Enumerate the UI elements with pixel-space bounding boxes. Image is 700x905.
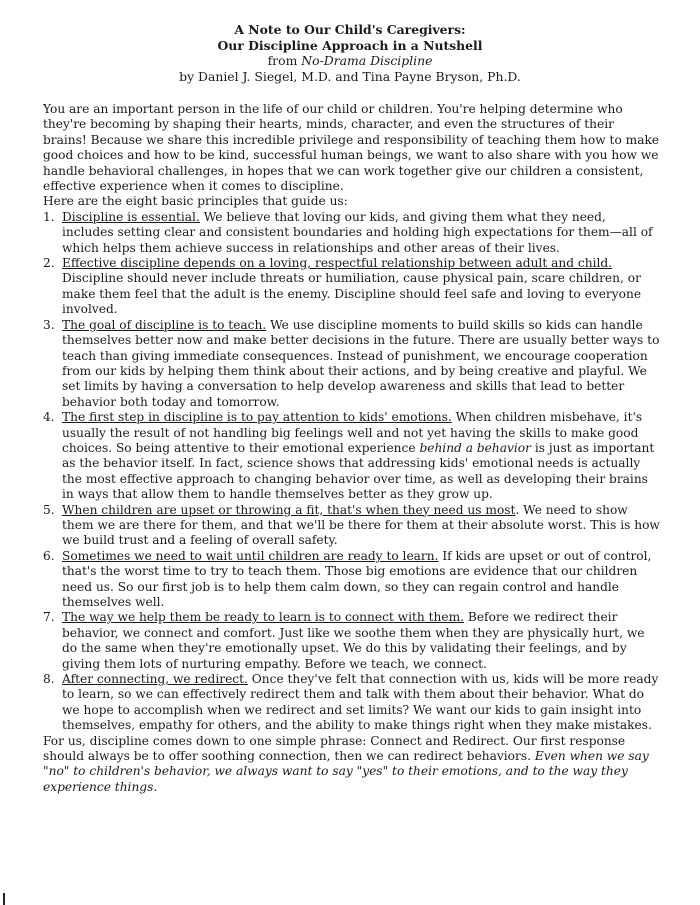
principle-text: Before we redirect their behavior, we connect and comfort. Just like we soothe them when they are physically hurt, we do the same when they're emotionally upset. We do this by validating their feelings, and by giving them lots of nurturing empathy. Before we teach, we connect. (62, 610, 645, 671)
principle-number: 7. (43, 610, 55, 625)
principles-list (43, 210, 661, 734)
source-prefix: from (267, 53, 302, 69)
document-header (0, 22, 700, 84)
principle-3 (43, 318, 661, 410)
principle-8 (43, 672, 661, 734)
principle-text: . We need to show them we are there for them, and that we'll be there for them at their absolute worst. This is how we build trust and a feeling of overall safety. (62, 502, 660, 548)
principle-text: When children misbehave, it's usually the result of not handling big feelings well and not yet having the skills to make good choices. So being attentive to their emotional experience (62, 410, 643, 455)
principle-heading: Discipline is essential. (62, 209, 200, 224)
document-body (43, 102, 661, 795)
principle-heading: After connecting, we redirect. (62, 672, 248, 687)
principle-heading: When children are upset or throwing a fit, that's when they need us most (62, 502, 516, 517)
principle-text: We use discipline moments to build skills so kids can handle themselves better now and make better decisions in the future. There are usually better ways to teach than giving immediate consequences. Instead of punishment, we encourage cooperation from our kids by helping them think about their actions, and by being creative and playful. We set limits by having a conversation to help develop awareness and skills that lead to better behavior both today and tomorrow. (62, 317, 660, 409)
title-line-1: A Note to Our Child's Caregivers: (234, 22, 466, 37)
principle-text: If kids are upset or out of control, that's the worst time to try to teach them. Those big emotions are evidence that our children need us. So our first job is to help them calm down, so they can regain control and handle themselves well. (62, 548, 652, 609)
book-title: No-Drama Discipline (301, 53, 433, 69)
principle-text: Discipline should never include threats or humiliation, cause physical pain, scare children, or make them feel that the adult is the enemy. Discipline should feel safe and loving to everyone involved. (62, 271, 642, 317)
principles-intro: Here are the eight basic principles that guide us: (43, 194, 348, 209)
principle-5 (43, 503, 661, 549)
principle-number: 2. (43, 256, 55, 271)
principle-6 (43, 549, 661, 611)
principle-heading: The way we help them be ready to learn is to connect with them. (62, 610, 465, 625)
principle-text: Once they've felt that connection with us, kids will be more ready to learn, so we can effectively redirect them and talk with them about their behavior. What do we hope to accomplish when we redirect and set limits? We want our kids to gain insight into themselves, empathy for others, and the ability to make things right when they make mistakes. (62, 672, 659, 733)
principle-heading: Effective discipline depends on a loving, respectful relationship between adult and child. (62, 256, 613, 271)
title-line-2: Our Discipline Approach in a Nutshell (217, 37, 483, 53)
principle-number: 6. (43, 548, 55, 563)
principle-7 (43, 610, 661, 672)
principle-text: is just as important as the behavior itself. In fact, science shows that addressing kids' emotional needs is actually the most effective approach to changing behavior over time, as well as developing their brains in ways that allow them to handle themselves better as they grow up. (62, 440, 655, 502)
principle-4 (43, 410, 661, 502)
closing-text: For us, discipline comes down to one simple phrase: Connect and Redirect. Our first response should always be to offer soothing connection, then we can redirect behaviors. (43, 733, 626, 764)
principle-number: 8. (43, 672, 55, 687)
scan-edge-mark (3, 893, 5, 905)
intro-paragraph: You are an important person in the life of our child or children. You're helping determine who they're becoming by shaping their hearts, minds, character, and even the structures of their brains! Because we share this incredible privilege and responsibility of teaching them how to make good choices and how to be kind, successful human beings, we want to also share with you how we handle behavioral challenges, in hopes that we can work together give our children a consistent, effective experience when it comes to discipline. (43, 102, 660, 194)
principle-number: 3. (43, 317, 55, 332)
principle-heading: The goal of discipline is to teach. (62, 317, 267, 332)
principle-heading: The first step in discipline is to pay attention to kids' emotions. (62, 410, 452, 425)
principle-text: We believe that loving our kids, and giving them what they need, includes setting clear and consistent boundaries and holding high expectations for them—all of which helps them achieve success in relationships and other areas of their lives. (62, 209, 653, 255)
closing-emphasis: Even when we say "no" to children's behavior, we always want to say "yes" to their emotions, and to the way they experience things. (43, 749, 649, 794)
closing-paragraph (43, 734, 661, 796)
principle-number: 5. (43, 502, 55, 517)
authors-line: by Daniel J. Siegel, M.D. and Tina Payne Bryson, Ph.D. (179, 68, 521, 84)
principle-number: 1. (43, 209, 55, 224)
principle-number: 4. (43, 410, 55, 425)
source-line (0, 53, 700, 69)
principle-heading: Sometimes we need to wait until children are ready to learn. (62, 548, 439, 563)
principle-2 (43, 256, 661, 318)
principle-1 (43, 210, 661, 256)
principle-emphasis: behind a behavior (419, 440, 531, 455)
